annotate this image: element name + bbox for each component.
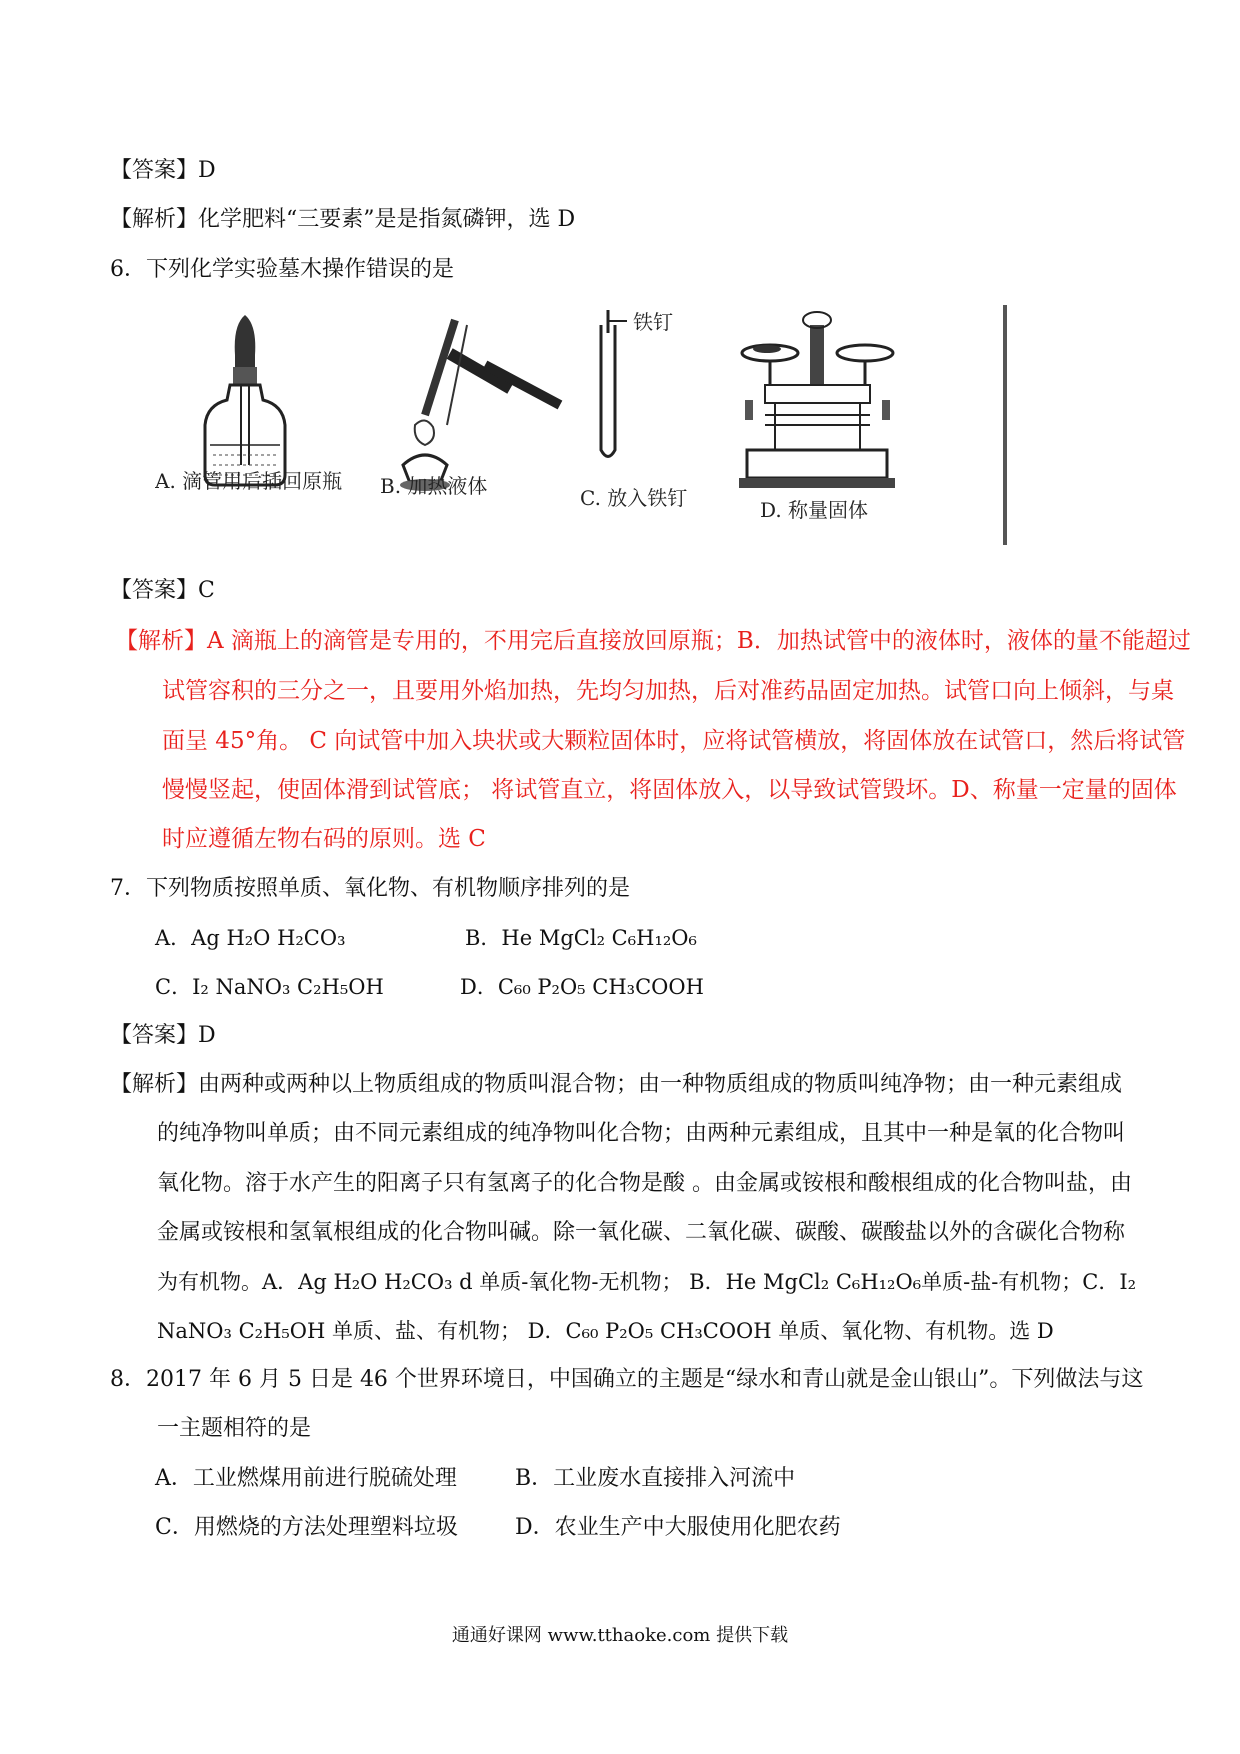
q6-analysis-line-1: 【解析】A 滴瓶上的滴管是专用的，不用完后直接放回原瓶；B．加热试管中的液体时，液体的量不能超过 [115,628,1191,654]
q6-analysis-line-2: 试管容积的三分之一，且要用外焰加热，先均匀加热，后对准药品固定加热。试管口向上倾斜，与桌 [162,678,1174,704]
q7-analysis-line-3: 氧化物。溶于水产生的阳离子只有氢离子的化合物是酸 。由金属或铵根和酸根组成的化合物叫盐，由 [157,1171,1132,1196]
q7-option-d: D．C₆₀ P₂O₅ CH₃COOH [460,975,704,999]
q8-option-d: D．农业生产中大服使用化肥农药 [515,1515,841,1540]
q7-option-b: B．He MgCl₂ C₆H₁₂O₆ [465,926,697,950]
q8-option-c: C．用燃烧的方法处理塑料垃圾 [155,1515,458,1540]
apparatus-illustration [155,305,1010,550]
q6-analysis-line-3: 面呈 45°角。 C 向试管中加入块状或大颗粒固体时，应将试管横放，将固体放在试管口，然后将试管 [162,728,1186,754]
dropper-bottle-icon [205,315,285,485]
q6-analysis-line-5: 时应遵循左物右码的原则。选 C [162,826,486,852]
test-tube-nail-icon [601,310,673,457]
caption-a-text: A. 滴管用后插回原瓶 [155,469,343,493]
q7-analysis-line-5: 为有机物。A．Ag H₂O H₂CO₃ d 单质-氧化物-无机物； B．He MgCl₂ C₆H₁₂O₆单质-盐-有机物；C．I₂ [157,1270,1137,1294]
q7-option-c: C．I₂ NaNO₃ C₂H₅OH [155,975,384,999]
q8-stem-line-1: 8．2017 年 6 月 5 日是 46 个世界环境日，中国确立的主题是“绿水和青山就是金山银山”。下列做法与这 [110,1367,1144,1392]
q5-analysis: 【解析】化学肥料“三要素”是是指氮磷钾，选 D [110,207,576,232]
q5-answer: 【答案】D [110,158,216,183]
q6-stem: 6．下列化学实验墓木操作错误的是 [110,257,454,282]
q7-analysis-line-1: 【解析】由两种或两种以上物质组成的物质叫混合物；由一种物质组成的物质叫纯净物；由一种元素组成 [110,1072,1123,1097]
q8-option-b: B．工业废水直接排入河流中 [515,1466,796,1491]
q6-answer: 【答案】C [110,578,215,603]
q7-stem: 7．下列物质按照单质、氧化物、有机物顺序排列的是 [110,876,630,901]
caption-c: C. 放入铁钉 [580,486,688,510]
q6-analysis-line-4: 慢慢竖起，使固体滑到试管底； 将试管直立，将固体放入，以导致试管毁坏。D、称量一定量的固体 [162,777,1177,803]
caption-d: D. 称量固体 [760,498,869,522]
nail-label: 铁钉 [633,310,673,334]
caption-b: B. 加热液体 [380,474,488,498]
page-footer: 通通好课网 www.tthaoke.com 提供下载 [451,1625,789,1646]
heating-test-tube-icon [400,320,560,491]
balance-scale-icon [739,312,895,488]
q6-apparatus-figure [155,305,1010,550]
q7-answer: 【答案】D [110,1023,216,1048]
q7-analysis-line-6: NaNO₃ C₂H₅OH 单质、盐、有机物； D．C₆₀ P₂O₅ CH₃COOH 单质、氧化物、有机物。选 D [157,1319,1054,1343]
q7-analysis-line-2: 的纯净物叫单质；由不同元素组成的纯净物叫化合物；由两种元素组成，且其中一种是氧的化合物叫 [157,1121,1126,1146]
q8-option-a: A．工业燃煤用前进行脱硫处理 [155,1466,457,1491]
q7-analysis-line-4: 金属或铵根和氢氧根组成的化合物叫碱。除一氧化碳、二氧化碳、碳酸、碳酸盐以外的含碳化合物称 [157,1220,1126,1245]
q7-option-a: A．Ag H₂O H₂CO₃ [155,926,346,950]
q8-stem-line-2: 一主题相符的是 [157,1416,312,1441]
